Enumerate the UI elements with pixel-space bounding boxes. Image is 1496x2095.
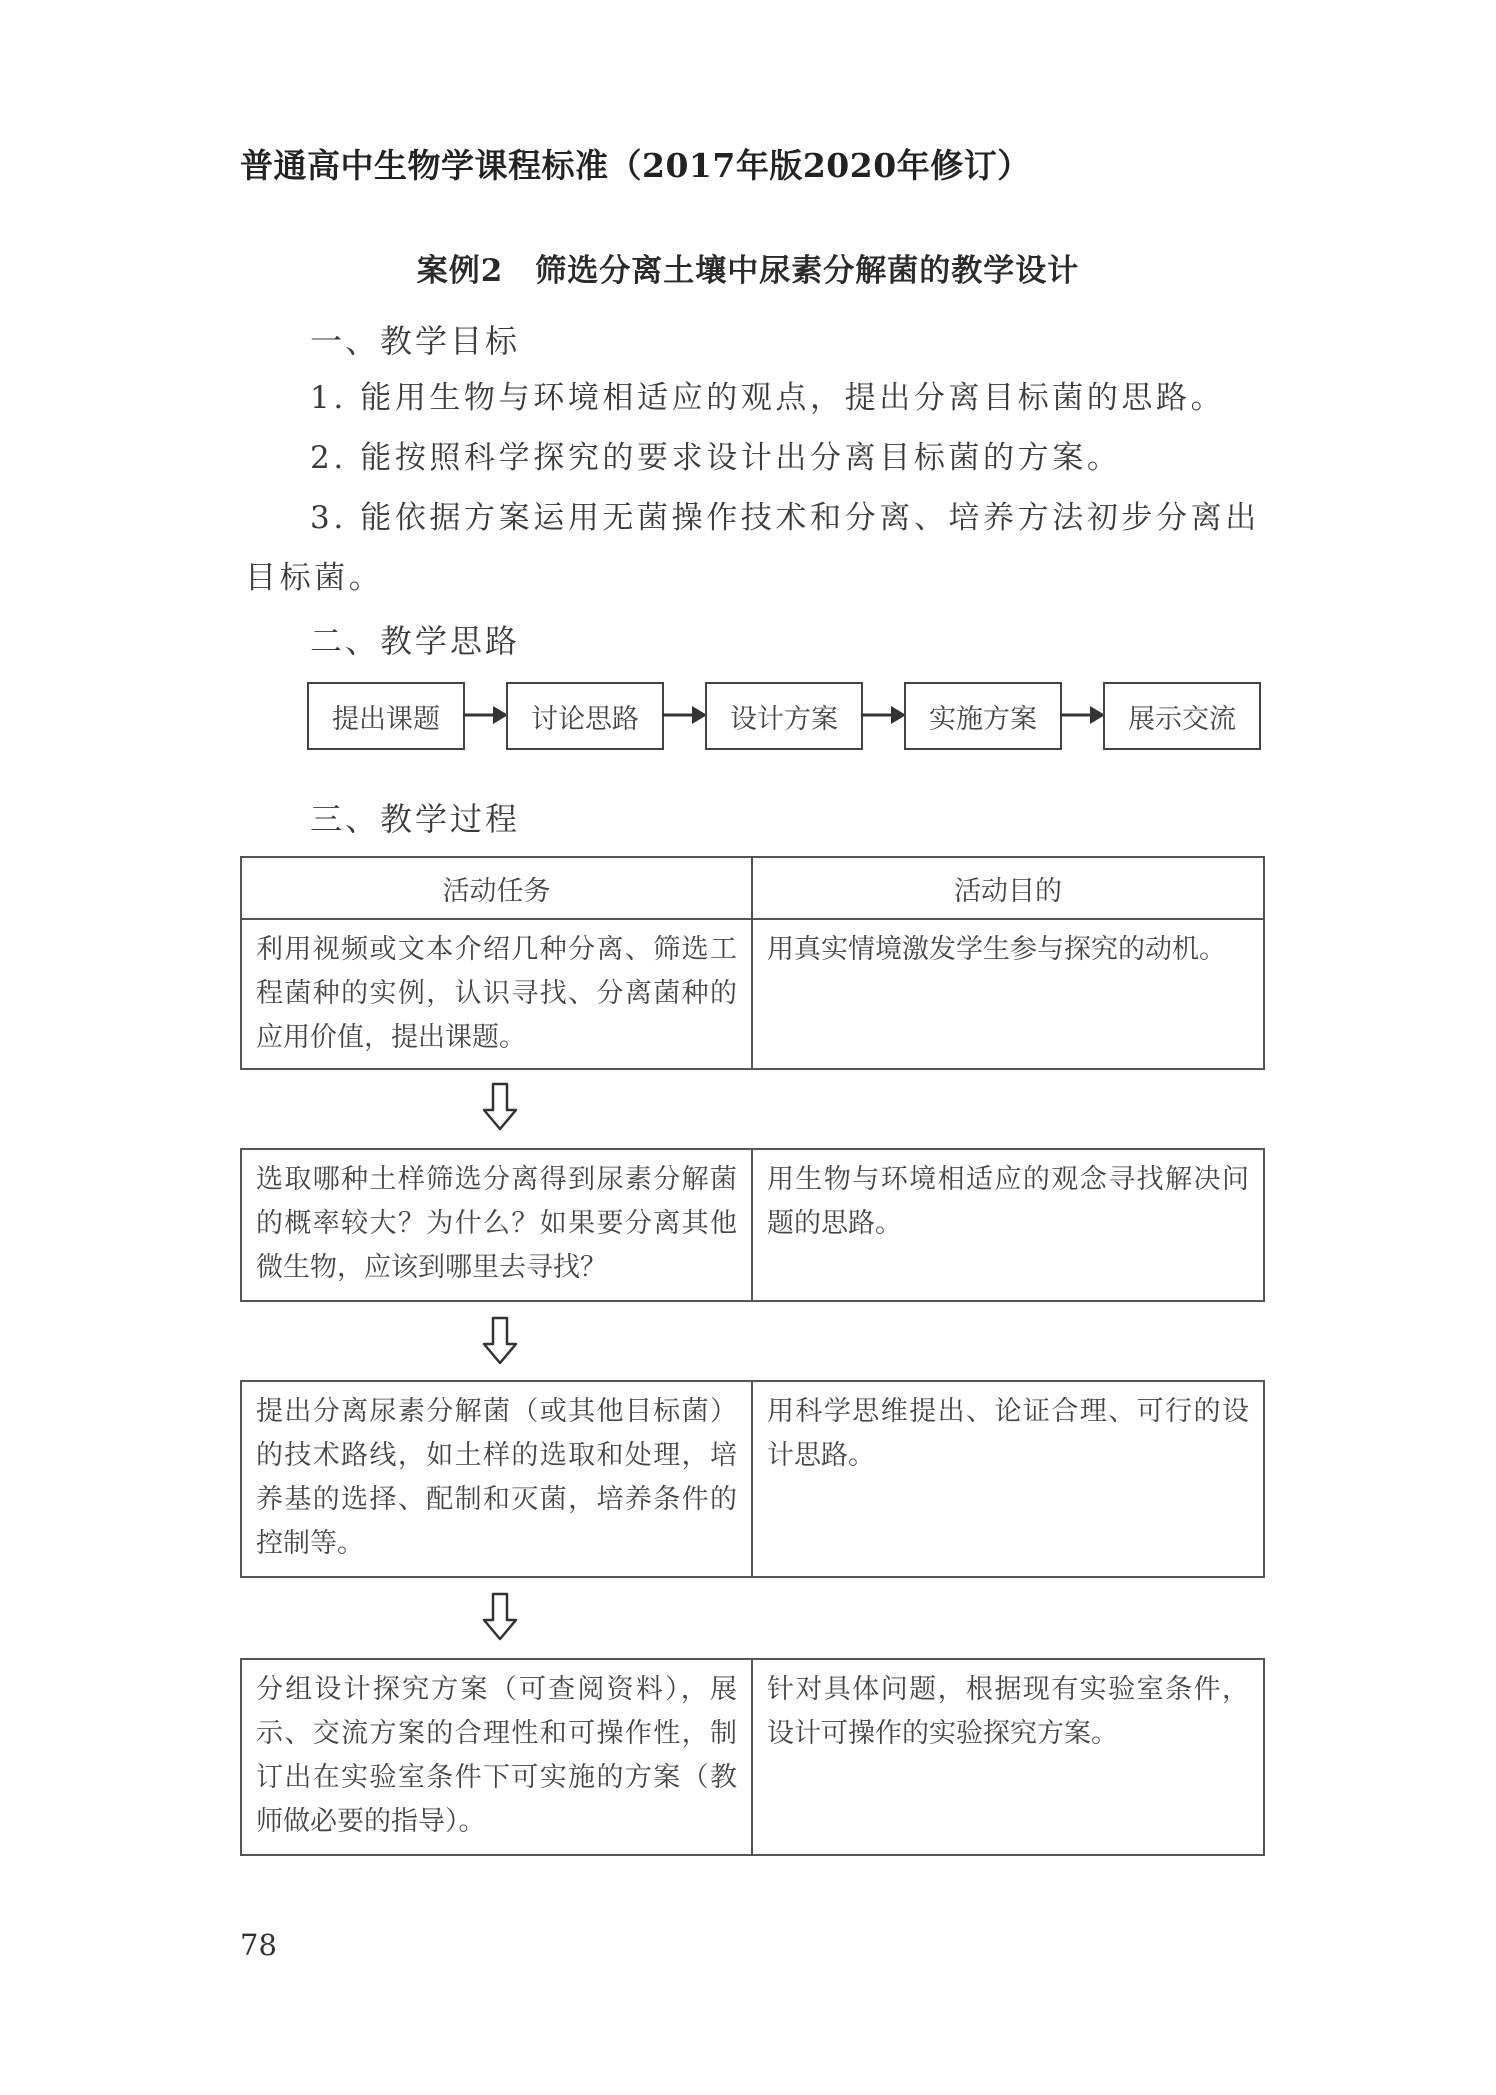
objective-2: 2. 能按照科学探究的要求设计出分离目标菌的方案。 — [310, 440, 1122, 476]
table-row — [241, 1659, 1264, 1855]
down-arrow-icon — [482, 1592, 518, 1642]
section-heading-process: 三、教学过程 — [310, 800, 521, 838]
activity-purpose: 用科学思维提出、论证合理、可行的设计思路。 — [752, 1381, 1264, 1577]
flow-step-2: 讨论思路 — [506, 682, 664, 750]
activity-purpose: 针对具体问题，根据现有实验室条件，设计可操作的实验探究方案。 — [752, 1659, 1264, 1855]
running-head: 普通高中生物学课程标准（2017年版2020年修订） — [240, 146, 1031, 185]
flow-arrow-icon — [463, 700, 508, 730]
down-arrow-icon — [482, 1082, 518, 1132]
activity-task: 分组设计探究方案（可查阅资料），展示、交流方案的合理性和可操作性，制订出在实验室条件下可实施的方案（教师做必要的指导）。 — [241, 1659, 752, 1855]
section-heading-objectives: 一、教学目标 — [310, 322, 521, 360]
activity-purpose: 用真实情境激发学生参与探究的动机。 — [752, 919, 1264, 1069]
process-table-block-4 — [240, 1658, 1265, 1856]
activity-task: 利用视频或文本介绍几种分离、筛选工程菌种的实例，认识寻找、分离菌种的应用价值，提出课题。 — [241, 919, 752, 1069]
objective-1: 1. 能用生物与环境相适应的观点，提出分离目标菌的思路。 — [310, 380, 1226, 416]
table-row — [241, 1149, 1264, 1301]
page-number: 78 — [240, 1928, 277, 1962]
flow-step-1: 提出课题 — [307, 682, 465, 750]
activity-task: 提出分离尿素分解菌（或其他目标菌）的技术路线，如土样的选取和处理，培养基的选择、配制和灭菌，培养条件的控制等。 — [241, 1381, 752, 1577]
table-row — [241, 919, 1264, 1069]
column-header-purpose: 活动目的 — [752, 857, 1264, 919]
flow-step-3: 设计方案 — [705, 682, 863, 750]
table-row — [241, 1381, 1264, 1577]
section-heading-approach: 二、教学思路 — [310, 622, 521, 660]
case-title: 案例2 筛选分离土壤中尿素分解菌的教学设计 — [416, 253, 1080, 289]
down-arrow-icon — [482, 1316, 518, 1366]
column-header-task: 活动任务 — [241, 857, 752, 919]
process-table-block-2 — [240, 1148, 1265, 1302]
objective-3: 3. 能依据方案运用无菌操作技术和分离、培养方法初步分离出目标菌。 — [245, 500, 1260, 596]
flow-step-4: 实施方案 — [904, 682, 1062, 750]
flow-arrow-icon — [861, 700, 906, 730]
flow-arrow-icon — [662, 700, 707, 730]
activity-task: 选取哪种土样筛选分离得到尿素分解菌的概率较大？为什么？如果要分离其他微生物，应该到哪里去寻找？ — [241, 1149, 752, 1301]
process-table-block-3 — [240, 1380, 1265, 1578]
activity-purpose: 用生物与环境相适应的观念寻找解决问题的思路。 — [752, 1149, 1264, 1301]
flow-step-5: 展示交流 — [1103, 682, 1261, 750]
flow-arrow-icon — [1060, 700, 1105, 730]
process-table-block-1 — [240, 856, 1265, 1070]
